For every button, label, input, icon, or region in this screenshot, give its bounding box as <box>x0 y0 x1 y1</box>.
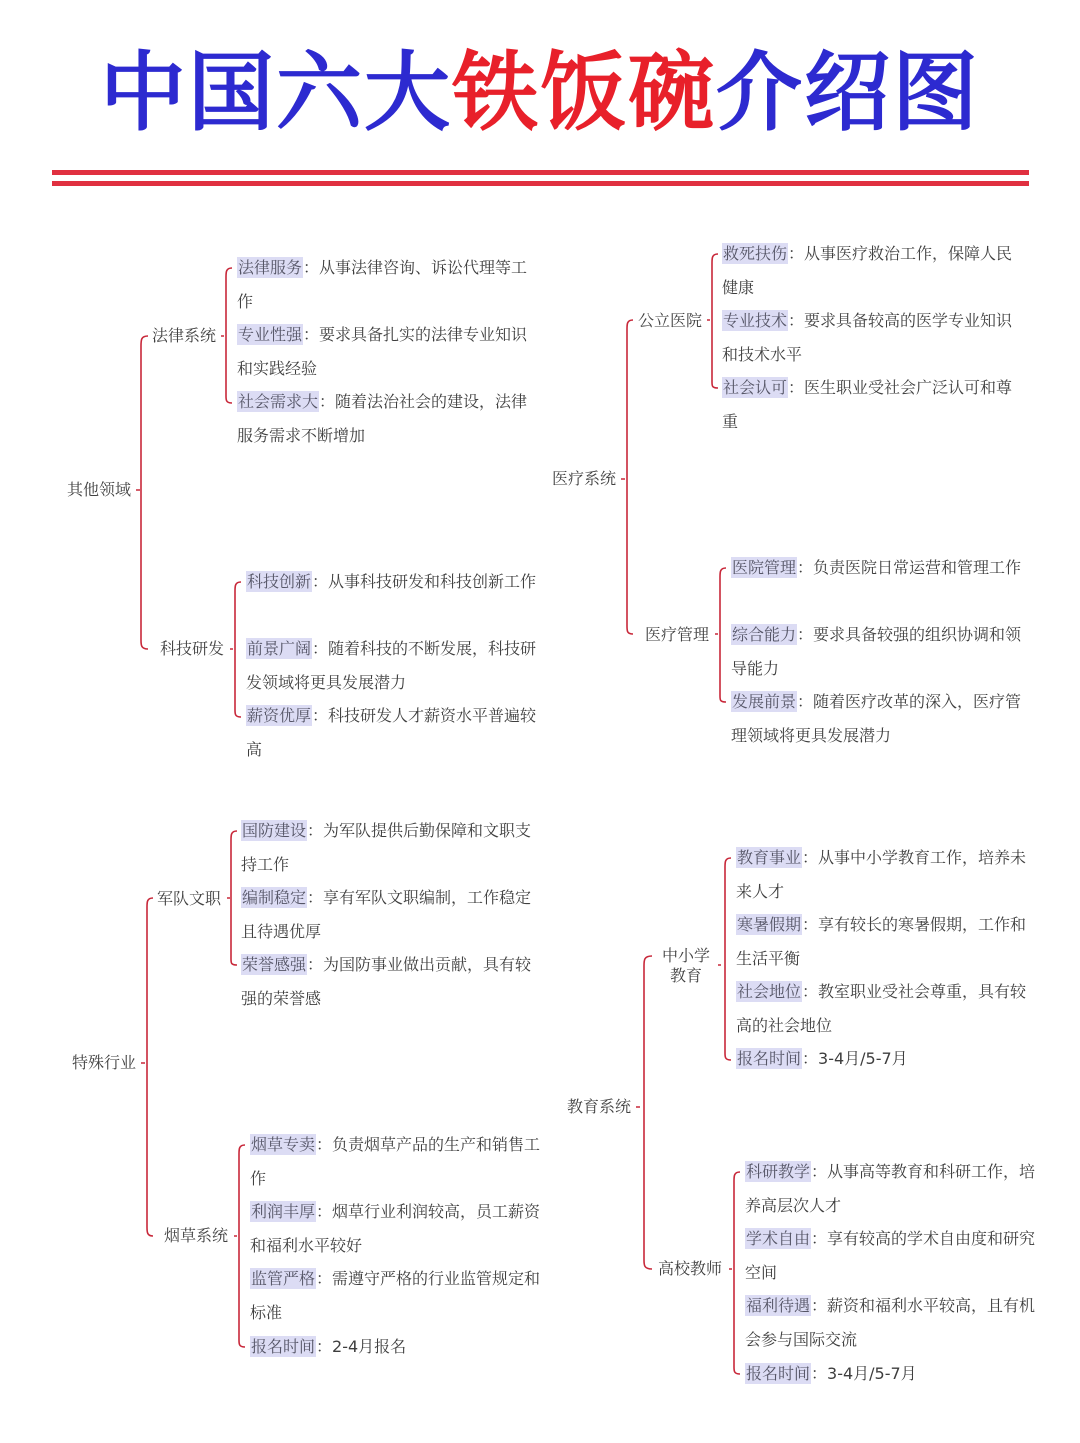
link-management <box>715 568 726 702</box>
node-medical-system: 医疗系统 <box>552 469 617 488</box>
leaf-key: 监管严格 <box>251 1269 316 1288</box>
leaf-hospital-rescue <box>722 237 1018 304</box>
leaf-legal-professional <box>237 318 533 385</box>
leaf-legal-service <box>237 251 533 318</box>
leaf-key: 专业技术 <box>723 311 788 330</box>
leaf-military-stable <box>241 881 537 948</box>
leaf-text: ：薪资和福利水平较高，且有机会参与国际交流 <box>745 1296 1036 1349</box>
leaf-key: 荣誉感强 <box>242 955 307 974</box>
node-military-civilian: 军队文职 <box>157 889 222 908</box>
leaf-key: 学术自由 <box>746 1229 811 1248</box>
node-medical-management: 医疗管理 <box>645 625 710 644</box>
node-legal-system: 法律系统 <box>152 326 217 345</box>
leaf-school-signup <box>736 1042 1032 1076</box>
link-tech <box>230 582 241 717</box>
leaf-school-vacation <box>736 908 1032 975</box>
node-tech-rd: 科技研发 <box>160 639 225 658</box>
leaf-management-ability <box>731 618 1027 685</box>
leaf-school-education <box>736 841 1032 908</box>
leaf-hospital-skill <box>722 304 1018 371</box>
leaf-university-signup <box>745 1357 1041 1391</box>
link-hospital <box>707 254 718 388</box>
leaf-key: 报名时间 <box>746 1364 811 1383</box>
leaf-text: ：2-4月报名 <box>316 1337 407 1356</box>
leaf-text: ：为国防事业做出贡献，具有较强的荣誉感 <box>241 955 532 1008</box>
node-special-industry: 特殊行业 <box>72 1053 137 1072</box>
leaf-university-research <box>745 1155 1041 1222</box>
leaf-key: 国防建设 <box>242 821 307 840</box>
leaf-text: ：从事科技研发和科技创新工作 <box>312 572 537 591</box>
leaf-key: 医院管理 <box>732 558 797 577</box>
leaf-text: ：要求具备扎实的法律专业知识和实践经验 <box>237 325 528 378</box>
leaf-text: ：享有较高的学术自由度和研究空间 <box>745 1229 1036 1282</box>
leaf-text: ：负责医院日常运营和管理工作 <box>797 558 1022 577</box>
leaf-key: 寒暑假期 <box>737 915 802 934</box>
node-primary-secondary-line2: 教育 <box>669 966 702 985</box>
leaf-text: ：为军队提供后勤保障和文职支持工作 <box>241 821 532 874</box>
leaf-text: ：要求具备较高的医学专业知识和技术水平 <box>722 311 1013 364</box>
leaf-key: 发展前景 <box>732 692 797 711</box>
leaf-key: 薪资优厚 <box>247 706 312 725</box>
leaf-key: 科技创新 <box>247 572 312 591</box>
leaf-military-defense <box>241 814 537 881</box>
leaf-text: ：科技研发人才薪资水平普遍较高 <box>246 706 537 759</box>
leaf-key: 前景广阔 <box>247 639 312 658</box>
leaf-key: 编制稳定 <box>242 888 307 907</box>
leaf-tobacco-monopoly <box>250 1128 546 1195</box>
leaf-university-welfare <box>745 1289 1041 1356</box>
leaf-text: ：从事医疗救治工作，保障人民健康 <box>722 244 1013 297</box>
leaf-school-status <box>736 975 1032 1042</box>
leaf-hospital-recognition <box>722 371 1018 438</box>
leaf-key: 专业性强 <box>238 325 303 344</box>
leaf-key: 社会地位 <box>737 982 802 1001</box>
link-legal <box>221 268 232 403</box>
leaf-tech-salary <box>246 699 542 766</box>
link-tobacco <box>234 1145 245 1347</box>
leaf-key: 报名时间 <box>251 1337 316 1356</box>
leaf-text: ：随着科技的不断发展，科技研发领域将更具发展潜力 <box>246 639 537 692</box>
link-military <box>227 831 237 965</box>
node-other-fields: 其他领域 <box>67 480 132 499</box>
leaf-text: ：3-4月/5-7月 <box>811 1364 917 1383</box>
leaf-university-freedom <box>745 1222 1041 1289</box>
leaf-tech-innovation <box>246 565 542 599</box>
leaf-key: 救死扶伤 <box>723 244 788 263</box>
node-primary-secondary <box>657 946 715 986</box>
leaf-key: 利润丰厚 <box>251 1202 316 1221</box>
leaf-key: 综合能力 <box>732 625 797 644</box>
leaf-key: 报名时间 <box>737 1049 802 1068</box>
link-special-root <box>141 898 153 1236</box>
leaf-text: ：需遵守严格的行业监管规定和标准 <box>250 1269 541 1322</box>
leaf-military-honor <box>241 948 537 1015</box>
node-tobacco-system: 烟草系统 <box>164 1226 229 1245</box>
leaf-text: ：医生职业受社会广泛认可和尊重 <box>722 378 1013 431</box>
leaf-management-hospital <box>731 551 1027 585</box>
leaf-management-prospect <box>731 685 1027 752</box>
node-university-teacher: 高校教师 <box>658 1259 723 1278</box>
node-primary-secondary-line1: 中小学 <box>661 946 710 965</box>
leaf-text: ：要求具备较强的组织协调和领导能力 <box>731 625 1022 678</box>
leaf-text: ：3-4月/5-7月 <box>802 1049 908 1068</box>
link-other-root <box>136 336 148 649</box>
title-part-1: 中国六大 <box>100 43 452 143</box>
leaf-text: ：从事法律咨询、诉讼代理等工作 <box>237 258 528 311</box>
leaf-key: 烟草专卖 <box>251 1135 316 1154</box>
leaf-text: ：随着医疗改革的深入，医疗管理领域将更具发展潜力 <box>731 692 1022 745</box>
node-education-system: 教育系统 <box>567 1097 632 1116</box>
leaf-text: ：享有较长的寒暑假期，工作和生活平衡 <box>736 915 1027 968</box>
link-school <box>718 858 731 1060</box>
leaf-tobacco-profit <box>250 1195 546 1262</box>
leaf-key: 社会认可 <box>723 378 788 397</box>
title-part-3: 介绍图 <box>716 43 980 143</box>
link-education-root <box>636 956 652 1269</box>
leaf-text: ：随着法治社会的建设，法律服务需求不断增加 <box>237 392 528 445</box>
leaf-tech-prospect <box>246 632 542 699</box>
leaf-key: 教育事业 <box>737 848 802 867</box>
leaf-text: ：享有军队文职编制，工作稳定且待遇优厚 <box>241 888 532 941</box>
node-public-hospital: 公立医院 <box>638 311 703 330</box>
leaf-tobacco-regulation <box>250 1262 546 1329</box>
link-university <box>729 1172 740 1374</box>
leaf-key: 科研教学 <box>746 1162 811 1181</box>
leaf-tobacco-signup <box>250 1330 546 1364</box>
link-medical-root <box>621 320 633 634</box>
title-part-2: 铁饭碗 <box>452 43 716 143</box>
leaf-text: ：教室职业受社会尊重，具有较高的社会地位 <box>736 982 1027 1035</box>
leaf-text: ：烟草行业利润较高，员工薪资和福利水平较好 <box>250 1202 541 1255</box>
leaf-text: ：从事高等教育和科研工作，培养高层次人才 <box>745 1162 1036 1215</box>
leaf-key: 法律服务 <box>238 258 303 277</box>
leaf-key: 福利待遇 <box>746 1296 811 1315</box>
leaf-text: ：从事中小学教育工作，培养未来人才 <box>736 848 1027 901</box>
leaf-key: 社会需求大 <box>238 392 319 411</box>
leaf-text: ：负责烟草产品的生产和销售工作 <box>250 1135 541 1188</box>
leaf-legal-demand <box>237 385 533 452</box>
